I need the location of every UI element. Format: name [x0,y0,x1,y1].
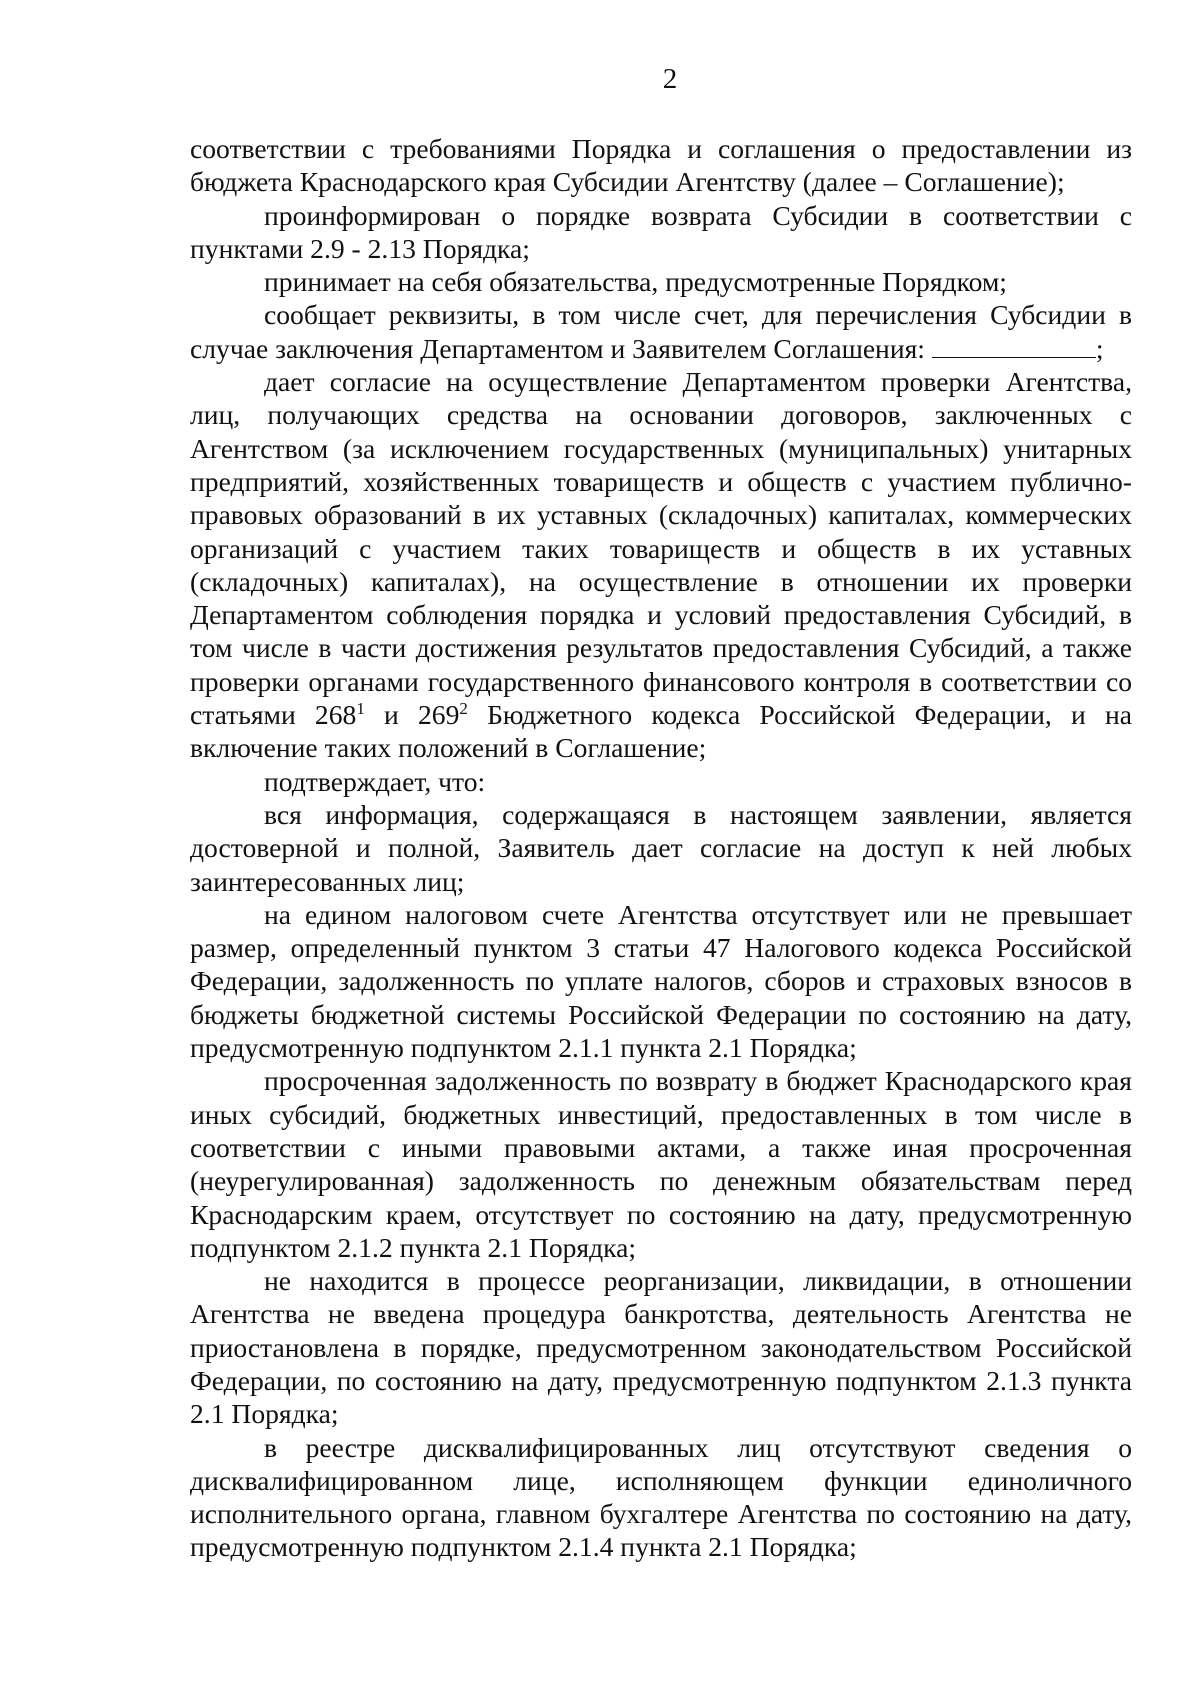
paragraph-information-accuracy: вся информация, содержащаяся в настоящем заявлении, является достоверной и полной, Заявитель дает согласие на доступ к ней любых заинтересованных лиц; [190,798,1132,897]
paragraph-confirms: подтверждает, что: [264,765,486,797]
paragraph-inspection-consent [190,365,1132,765]
paragraph-tax-debt: на едином налоговом счете Агентства отсутствует или не превышает размер, определенный пунктом 3 статьи 47 Налогового кодекса Российской Федерации, задолженность по уплате налогов, сборов и страховых взносов в бюджеты бюджетной системы Российской Федерации по состоянию на дату, предусмотренную подпунктом 2.1.1 пункта 2.1 Порядка; [190,898,1132,1064]
paragraph-obligations: принимает на себя обязательства, предусмотренные Порядком; [264,266,1007,298]
inspection-consent-text-a: дает согласие на осуществление Департаментом проверки Агентства, лиц, получающих средства на основании договоров, заключенных с Агентством (за исключением государственных (муниципальных) унитарных предприятий, хозяйственных товариществ и обществ с участием публично-правовых образований в их уставных (складочных) капиталах, коммерческих организаций с участием таких товариществ и обществ в их уставных (складочных) капиталах), на осуществление в отношении их проверки Департаментом соблюдения порядка и условий предоставления Субсидий, в том числе в части достижения результатов предоставления Субсидий, а также проверки органами государственного финансового контроля в соответствии со статьями 268 [190,366,1132,731]
bank-details-blank [932,335,1096,358]
paragraph-disqualified-persons: в реестре дисквалифицированных лиц отсутствуют сведения о дисквалифицированном лице, исполняющем функции единоличного исполнительного органа, главном бухгалтере Агентства по состоянию на дату, предусмотренную подпунктом 2.1.4 пункта 2.1 Порядка; [190,1431,1132,1563]
paragraph-agreement-compliance: соответствии с требованиями Порядка и соглашения о предоставлении из бюджета Краснодарского края Субсидии Агентству (далее – Соглашение); [190,133,1132,198]
bank-details-end: ; [1095,332,1104,364]
inspection-consent-text-c: Бюджетного кодекса Российской Федерации, и на включение таких положений в Соглашение; [190,699,1132,764]
footnote-ref-2: 2 [459,698,468,718]
paragraph-refund-procedure: проинформирован о порядке возврата Субсидии в соответствии с пунктами 2.9 - 2.13 Порядка; [190,199,1132,264]
bank-details-text: сообщает реквизиты, в том числе счет, для перечисления Субсидии в случае заключения Департаментом и Заявителем Соглашения: [190,299,1132,364]
paragraph-reorganization: не находится в процессе реорганизации, ликвидации, в отношении Агентства не введена процедура банкротства, деятельность Агентства не приостановлена в порядке, предусмотренном законодательством Российской Федерации, по состоянию на дату, предусмотренную подпунктом 2.1.3 пункта 2.1 Порядка; [190,1265,1132,1430]
document-body [190,132,1132,1564]
page-number: 2 [662,63,678,95]
paragraph-bank-details [190,298,1132,365]
footnote-ref-1: 1 [356,698,365,718]
inspection-consent-text-b: и 269 [364,699,460,731]
paragraph-overdue-debt: просроченная задолженность по возврату в бюджет Краснодарского края иных субсидий, бюджетных инвестиций, предоставленных в том числе в соответствии с иными правовыми актами, а также иная просроченная (неурегулированная) задолженность по денежным обязательствам перед Краснодарским краем, отсутствует по состоянию на дату, предусмотренную подпунктом 2.1.2 пункта 2.1 Порядка; [190,1065,1132,1263]
